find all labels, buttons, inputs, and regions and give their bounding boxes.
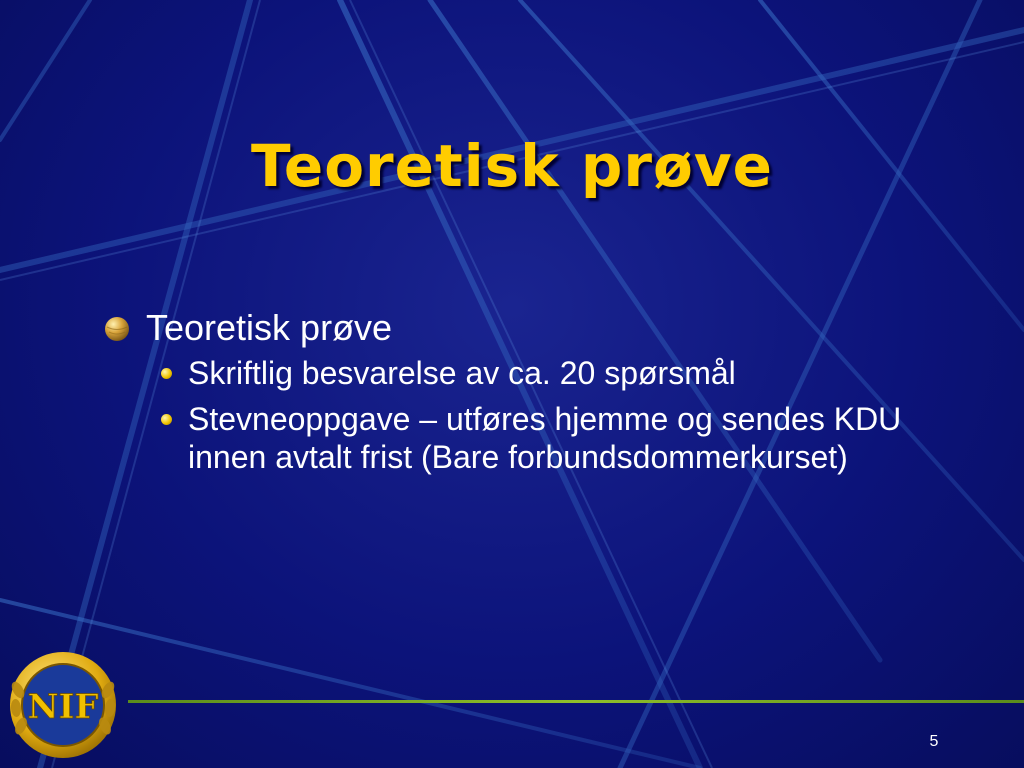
dot-bullet-icon <box>161 414 172 425</box>
sub-bullet-text: Skriftlig besvarelse av ca. 20 spørsmål <box>188 355 736 391</box>
dot-bullet-icon <box>161 368 172 379</box>
footer-divider <box>128 700 1024 703</box>
nif-logo <box>8 650 118 760</box>
sub-bullet-text: Stevneoppgave – utføres hjemme og sendes KDU innen avtalt frist (Bare forbundsdommerkurset) <box>188 401 902 475</box>
slide-title: Teoretisk prøve <box>251 132 773 200</box>
bullet-list <box>104 306 904 484</box>
sphere-bullet-icon <box>104 316 130 342</box>
bullet-text: Teoretisk prøve <box>146 307 393 348</box>
sub-bullet-item <box>104 400 904 476</box>
page-number: 5 <box>929 733 939 750</box>
sub-bullet-item <box>104 354 904 392</box>
logo-letters: NIF <box>27 687 99 727</box>
bullet-item <box>104 306 904 350</box>
